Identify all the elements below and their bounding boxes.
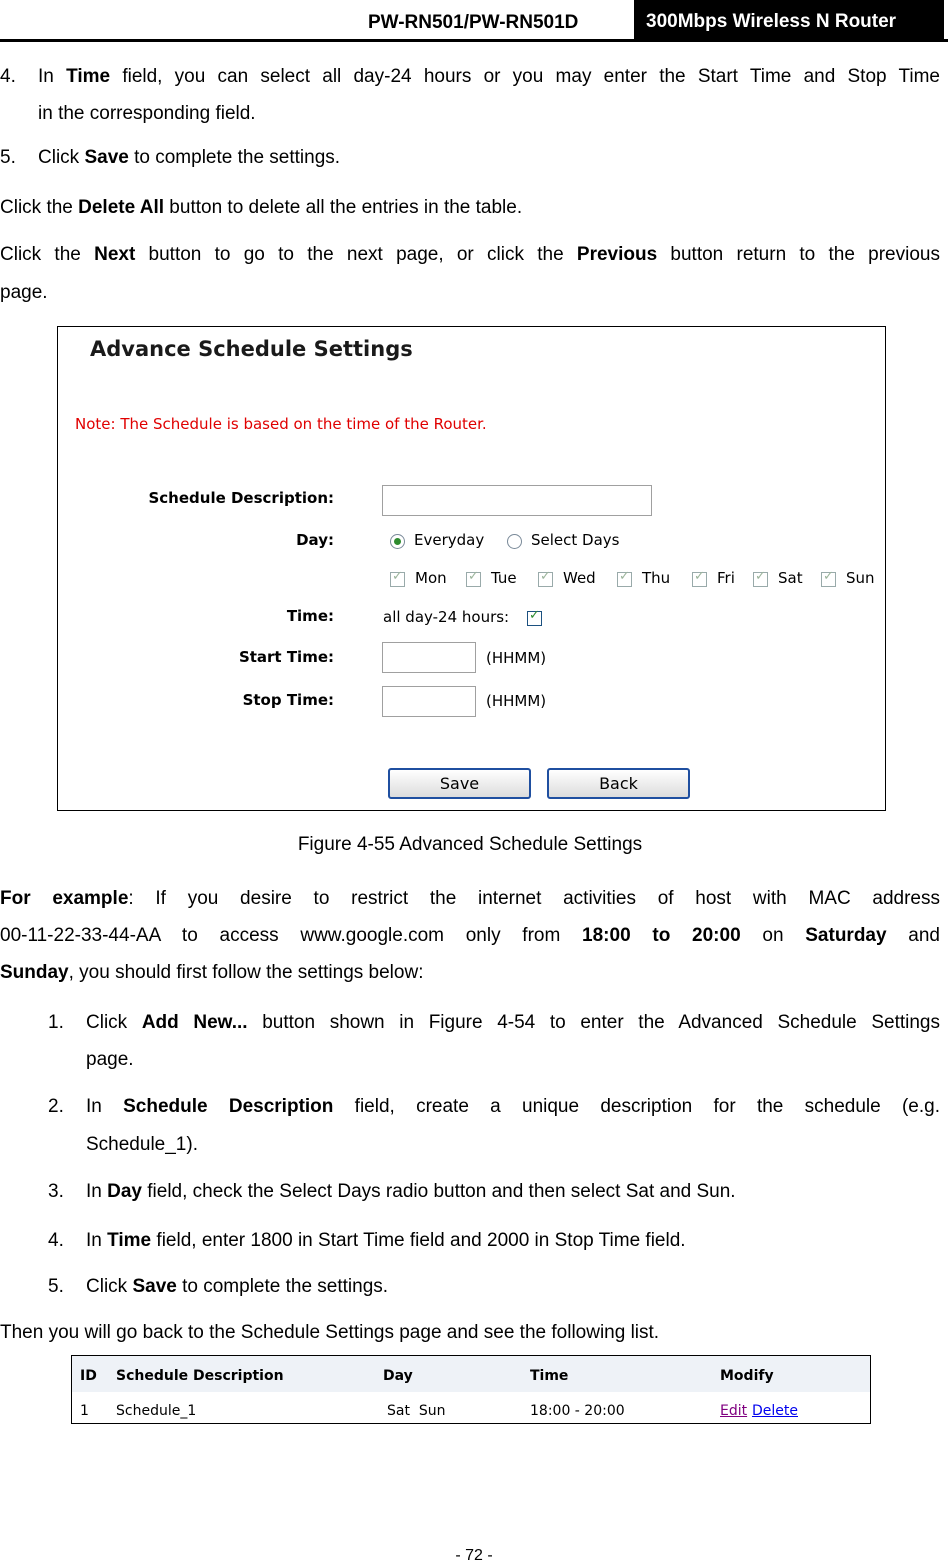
col-time: Time <box>530 1368 569 1384</box>
advance-schedule-settings-figure <box>57 326 886 811</box>
stop-hhmm-hint: (HHMM) <box>486 692 547 710</box>
example-line2: 00-11-22-33-44-AA to access www.google.com only from 18:00 to 20:00 on Saturday and <box>0 925 940 946</box>
time-label: Time: <box>286 607 334 625</box>
sun-checkbox[interactable]: ✓ <box>821 572 836 587</box>
example-step-2-cont: Schedule_1). <box>86 1134 198 1155</box>
fri-label: Fri <box>717 569 735 587</box>
row-time: 18:00 - 20:00 <box>530 1403 625 1419</box>
save-button[interactable]: Save <box>388 768 531 799</box>
step-4-line1: 4. In Time field, you can select all day-24 hours or you may enter the Start Time and Stop Time <box>0 66 940 87</box>
schedule-description-input[interactable] <box>382 485 652 516</box>
col-modify: Modify <box>720 1368 774 1384</box>
row-day: Sat Sun <box>387 1403 446 1419</box>
example-step-1-cont: page. <box>86 1049 134 1070</box>
wed-label: Wed <box>563 569 596 587</box>
sun-label: Sun <box>846 569 875 587</box>
schedule-note: Note: The Schedule is based on the time of the Router. <box>75 415 487 433</box>
description-label: Schedule Description: <box>148 489 334 507</box>
delete-all-paragraph: Click the Delete All button to delete all the entries in the table. <box>0 197 523 218</box>
next-previous-paragraph-cont: page. <box>0 282 48 303</box>
col-id: ID <box>80 1368 97 1384</box>
sat-label: Sat <box>778 569 803 587</box>
fri-checkbox[interactable]: ✓ <box>692 572 707 587</box>
example-line3: Sunday, you should first follow the settings below: <box>0 962 424 983</box>
mon-label: Mon <box>415 569 447 587</box>
example-step-2: 2. In Schedule Description field, create a unique description for the schedule (e.g. <box>48 1096 940 1117</box>
edit-link[interactable]: Edit <box>720 1403 748 1419</box>
figure-caption: Figure 4-55 Advanced Schedule Settings <box>297 834 643 855</box>
start-hhmm-hint: (HHMM) <box>486 649 547 667</box>
thu-checkbox[interactable]: ✓ <box>617 572 632 587</box>
sat-checkbox[interactable]: ✓ <box>753 572 768 587</box>
figure-title: Advance Schedule Settings <box>90 337 413 361</box>
example-line1: For example: If you desire to restrict the internet activities of host with MAC address <box>0 888 940 909</box>
stop-time-label: Stop Time: <box>242 691 334 709</box>
product-name: 300Mbps Wireless N Router <box>634 0 944 39</box>
col-schedule-description: Schedule Description <box>116 1368 284 1384</box>
example-step-5: 5. Click Save to complete the settings. <box>48 1276 389 1297</box>
page-header <box>0 0 948 42</box>
col-day: Day <box>383 1368 413 1384</box>
day-label: Day: <box>296 531 334 549</box>
page-number: - 72 - <box>455 1547 493 1564</box>
next-previous-paragraph: Click the Next button to go to the next page, or click the Previous button return to the previous <box>0 244 940 265</box>
model-name: PW-RN501/PW-RN501D <box>368 12 579 33</box>
back-button[interactable]: Back <box>547 768 690 799</box>
step-4-line2: in the corresponding field. <box>38 103 256 124</box>
allday-checkbox[interactable]: ✓ <box>527 611 542 626</box>
start-time-input[interactable] <box>382 642 476 673</box>
everyday-label: Everyday <box>414 531 485 549</box>
allday-label: all day-24 hours: <box>383 608 510 626</box>
then-paragraph: Then you will go back to the Schedule Settings page and see the following list. <box>0 1322 660 1343</box>
select-days-label: Select Days <box>531 531 620 549</box>
select-days-radio[interactable] <box>507 534 522 549</box>
delete-link[interactable]: Delete <box>752 1403 798 1419</box>
example-step-3: 3. In Day field, check the Select Days radio button and then select Sat and Sun. <box>48 1181 736 1202</box>
wed-checkbox[interactable]: ✓ <box>538 572 553 587</box>
example-step-4: 4. In Time field, enter 1800 in Start Time field and 2000 in Stop Time field. <box>48 1230 686 1251</box>
tue-checkbox[interactable]: ✓ <box>466 572 481 587</box>
schedule-list-figure <box>71 1355 871 1424</box>
example-step-1: 1. Click Add New... button shown in Figure 4-54 to enter the Advanced Schedule Settings <box>48 1012 940 1033</box>
start-time-label: Start Time: <box>238 648 334 666</box>
tue-label: Tue <box>491 569 517 587</box>
thu-label: Thu <box>642 569 671 587</box>
stop-time-input[interactable] <box>382 686 476 717</box>
step-5: 5. Click Save to complete the settings. <box>0 147 341 168</box>
row-id: 1 <box>80 1403 89 1419</box>
row-description: Schedule_1 <box>116 1403 197 1419</box>
mon-checkbox[interactable]: ✓ <box>390 572 405 587</box>
everyday-radio[interactable] <box>390 534 405 549</box>
